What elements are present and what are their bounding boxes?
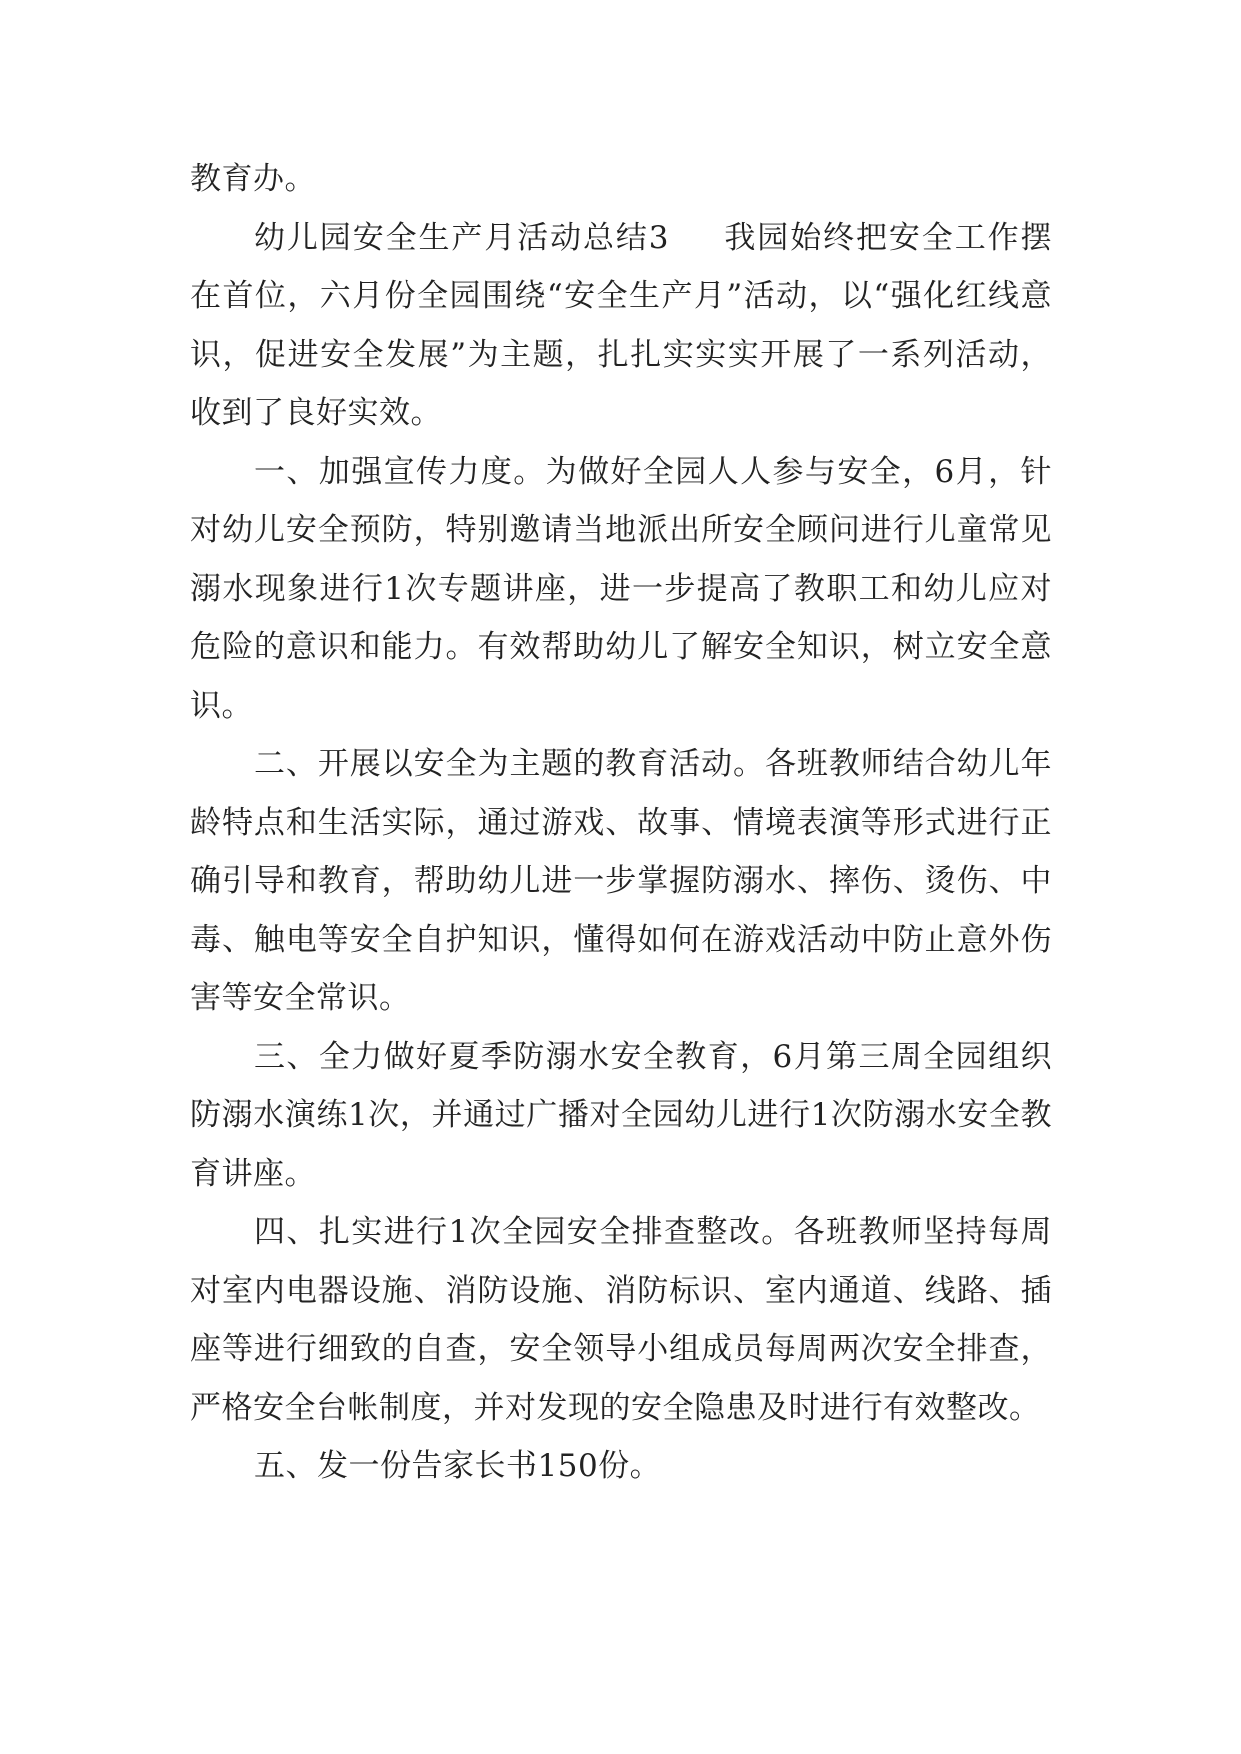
paragraph-item-5: 五、发一份告家长书150份。: [254, 1448, 662, 1484]
paragraph-continuation: 教育办。: [190, 161, 316, 197]
paragraph-intro-text: 我园始终把安全工作摆在首位，六月份全园围绕“安全生产月”活动，以“强化红线意识，促进安全发展”为主题，扎扎实实实开展了一系列活动，收到了良好实效。: [190, 219, 1052, 431]
paragraph-summary-intro: [190, 209, 1052, 443]
paragraph-item-2: 二、开展以安全为主题的教育活动。各班教师结合幼儿年龄特点和生活实际，通过游戏、故事、情境表演等形式进行正确引导和教育，帮助幼儿进一步掌握防溺水、摔伤、烫伤、中毒、触电等安全自护知识，懂得如何在游戏活动中防止意外伤害等安全常识。: [190, 746, 1052, 1016]
paragraph-item-4: 四、扎实进行1次全园安全排查整改。各班教师坚持每周对室内电器设施、消防设施、消防标识、室内通道、线路、插座等进行细致的自查，安全领导小组成员每周两次安全排查，严格安全台帐制度，并对发现的安全隐患及时进行有效整改。: [190, 1214, 1052, 1426]
paragraph-item-1: 一、加强宣传力度。为做好全园人人参与安全，6月，针对幼儿安全预防，特别邀请当地派出所安全顾问进行儿童常见溺水现象进行1次专题讲座，进一步提高了教职工和幼儿应对危险的意识和能力。有效帮助幼儿了解安全知识，树立安全意识。: [190, 453, 1052, 724]
document-body: [190, 150, 1052, 1496]
section-title: 幼儿园安全生产月活动总结3: [254, 219, 670, 256]
paragraph-item-3: 三、全力做好夏季防溺水安全教育，6月第三周全园组织防溺水演练1次，并通过广播对全园幼儿进行1次防溺水安全教育讲座。: [190, 1038, 1052, 1192]
